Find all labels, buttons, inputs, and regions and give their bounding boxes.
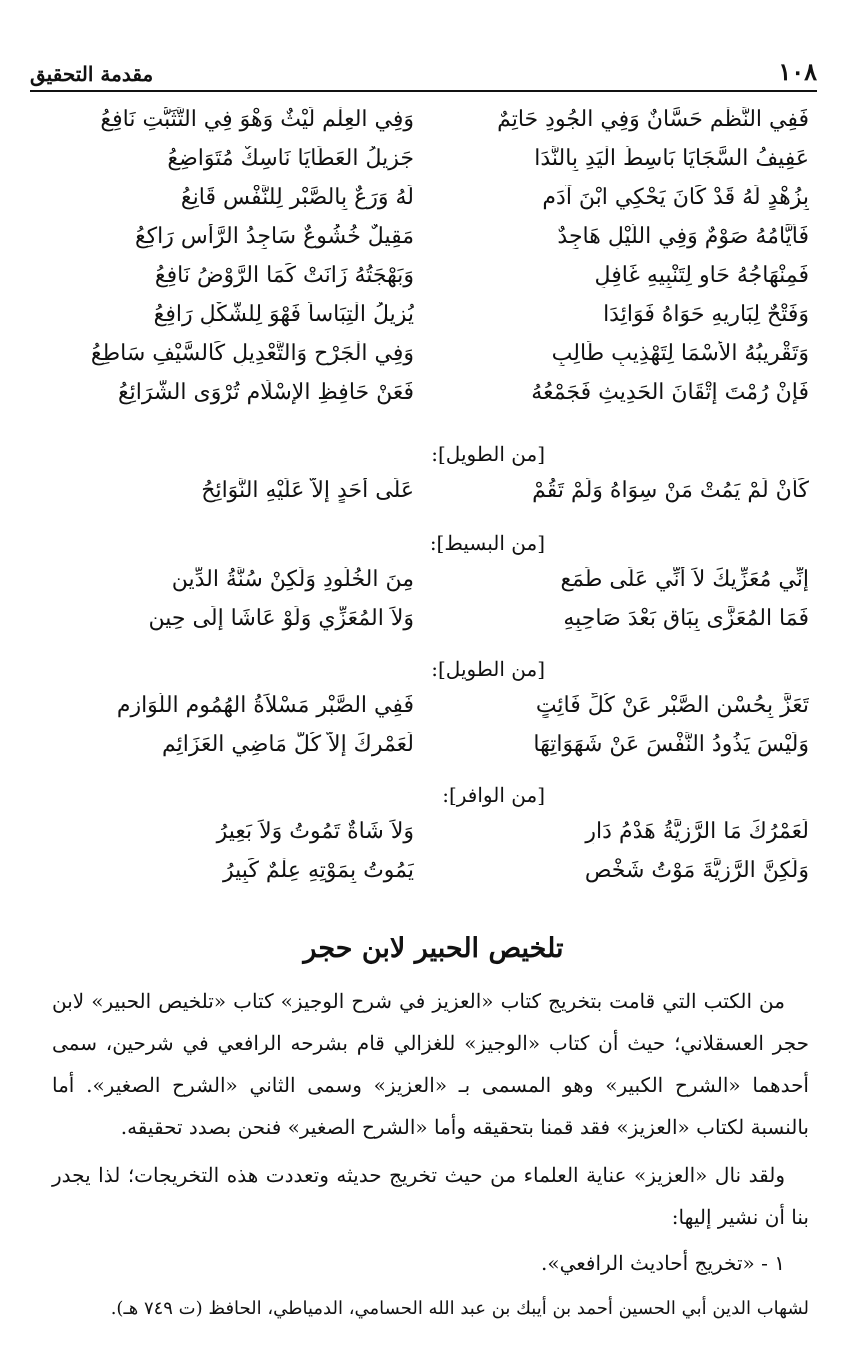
- poem-block: [42, 526, 809, 638]
- second-hemistich: مَقِيلٌ خُشُوعٌ سَاجِدُ الرَّأْسِ رَاكِعُ: [134, 224, 414, 249]
- first-hemistich: تَعَزَّ بِحُسْنِ الصَّبْرِ عَنْ كُلِّ فَائِتٍ: [535, 693, 809, 718]
- meter-label: [من الطويل]:: [431, 442, 545, 466]
- verse-row: [42, 256, 809, 295]
- verse-row: [42, 295, 809, 334]
- verse-row: [42, 851, 809, 890]
- second-hemistich: يَمُوتُ بِمَوْتِهِ عِلْمٌ كَبِيرُ: [223, 858, 414, 883]
- first-hemistich: وَلَكِنَّ الرَّزِيَّةَ مَوْتُ شَخْصٍ: [584, 858, 809, 883]
- first-hemistich: وَفَتْحٌ لِبَارِيهِ حَوَاهُ فَوَائِدَا: [603, 302, 809, 327]
- second-hemistich: وَلاَ شَاةٌ تَمُوتُ وَلاَ بَعِيرُ: [216, 819, 414, 844]
- second-hemistich: عَلَى أَحَدٍ إِلاَّ عَلَيْهِ النَّوَائِحُ: [201, 478, 414, 503]
- first-hemistich: كَأَنْ لَمْ يَمُتْ مَنْ سِوَاهُ وَلَمْ تَقُمْ: [532, 478, 809, 503]
- second-hemistich: لَعَمْرِكَ إِلاَّ كُلُّ مَاضِي العَزَائِمِ: [161, 732, 414, 757]
- meter-label: [من الطويل]:: [431, 657, 545, 681]
- verse-row: [42, 100, 809, 139]
- list-item: ١ - «تخريج أحاديث الرافعي».: [540, 1251, 785, 1275]
- page-header: [30, 52, 817, 92]
- running-title: مقدمة التحقيق: [30, 62, 154, 86]
- second-hemistich: فَعَنْ حَافِظِ الإِسْلَامِ تُرْوَى الشَّرَائِعُ: [117, 380, 414, 405]
- verse-row: [42, 139, 809, 178]
- first-hemistich: فَفِي النَّظْمِ حَسَّانٌ وَفِي الجُودِ حَاتِمٌ: [497, 107, 809, 132]
- second-hemistich: وَلاَ المُعَزِّي وَلَوْ عَاشَا إِلَى حِينِ: [148, 606, 414, 631]
- second-hemistich: فَفِي الصَّبْرِ مَسْلاَةُ الهُمُومِ اللَّوَازِمِ: [116, 693, 414, 718]
- first-hemistich: بِزُهْدٍ لَهُ قَدْ كَانَ يَحْكِي ابْنَ آدَمٍ: [542, 185, 809, 210]
- first-hemistich: عَفِيفُ السَّجَايَا بَاسِطُ الْيَدِ بِالنَّدَا: [534, 146, 809, 171]
- first-hemistich: وَلَيْسَ يَذُودُ النَّفْسَ عَنْ شَهَوَاتِهَا: [533, 732, 809, 757]
- verse-row: [42, 599, 809, 638]
- poem-block: [42, 652, 809, 764]
- verse-row: [42, 812, 809, 851]
- verse-row: [42, 471, 809, 510]
- poem-block: [42, 778, 809, 890]
- verse-row: [42, 725, 809, 764]
- first-hemistich: فَإِنْ رُمْتَ إِتْقَانَ الحَدِيثِ فَجَمْعُهُ: [531, 380, 809, 405]
- meter-label: [من البسيط]:: [429, 531, 545, 555]
- section-title: تلخيص الحبير لابن حجر: [303, 933, 564, 964]
- second-hemistich: وَبَهْجَتُهُ زَانَتْ كَمَا الرَّوْضُ نَافِعُ: [154, 263, 414, 288]
- page-number: ١٠٨: [778, 57, 817, 86]
- first-hemistich: لَعَمْرُكَ مَا الرَّزِيَّةُ هَدْمُ دَارٍ: [585, 819, 809, 844]
- footnote: لشهاب الدين أبي الحسين أحمد بن أيبك بن عبد الله الحسامي، الدمياطي، الحافظ (ت ٧٤٩ هـ).: [110, 1298, 809, 1319]
- verse-row: [42, 686, 809, 725]
- paragraph: من الكتب التي قامت بتخريج كتاب «العزيز في شرح الوجيز» كتاب «تلخيص الحبير» لابن حجر العسقلاني؛ حيث أن كتاب «الوجيز» للغزالي قام بشرحه الرافعي في شرحين، سمى أحدهما «الشرح الكبير» وهو المسمى بـ «العزيز» وسمى الثاني «الشرح الصغير». أما بالنسبة لكتاب «العزيز» فقد قمنا بتحقيقه وأما «الشرح الصغير» فنحن بصدد تحقيقه.: [52, 989, 809, 1139]
- second-hemistich: لَهُ وَرَعٌ بِالصَّبْرِ لِلنَّفْسِ قَانِعُ: [180, 185, 414, 210]
- second-hemistich: يُزِيلُ الْتِبَاساً فَهْوَ لِلشَّكْلِ رَافِعُ: [153, 302, 414, 327]
- first-hemistich: وَتَقْرِيبُهُ الأَسْمَا لِتَهْذِيبِ طَالِبٍ: [551, 341, 809, 366]
- poem-block: [42, 437, 809, 510]
- paragraph: ولقد نال «العزيز» عناية العلماء من حيث تخريج حديثه وتعددت هذه التخريجات؛ لذا يجدر بنا أن نشير إليها:: [52, 1163, 809, 1229]
- first-hemistich: فَمَا المُعَزَّى بِبَاقٍ بَعْدَ صَاحِبِهِ: [563, 606, 809, 631]
- verse-row: [42, 560, 809, 599]
- verse-row: [42, 178, 809, 217]
- second-hemistich: مِنَ الخُلُودِ وَلَكِنْ سُنَّةُ الدِّينِ: [171, 567, 414, 592]
- body-text: [52, 980, 809, 1330]
- poem-block: [42, 100, 809, 412]
- second-hemistich: وَفِي الْجَرْحِ وَالتَّعْدِيلِ كَالسَّيْفِ سَاطِعُ: [90, 341, 414, 366]
- second-hemistich: جَزِيلُ العَطَايَا نَاسِكٌ مُتَوَاضِعُ: [167, 146, 414, 171]
- verse-row: [42, 217, 809, 256]
- first-hemistich: فَأَيَّامُهُ صَوْمٌ وَفِي اللَّيْلِ هَاجِدٌ: [557, 224, 809, 249]
- meter-label: [من الوافر]:: [442, 783, 545, 807]
- verse-row: [42, 373, 809, 412]
- first-hemistich: فَمِنْهَاجُهُ حَاوٍ لِتَنْبِيهِ غَافِلٍ: [594, 263, 809, 288]
- first-hemistich: إِنِّي مُعَزِّيكَ لاَ أَنِّي عَلَى طَمَعٍ: [560, 567, 809, 592]
- second-hemistich: وَفِي العِلْمِ لَيْثٌ وَهْوَ فِي التَّثَبُّتِ نَافِعُ: [100, 107, 414, 132]
- verse-row: [42, 334, 809, 373]
